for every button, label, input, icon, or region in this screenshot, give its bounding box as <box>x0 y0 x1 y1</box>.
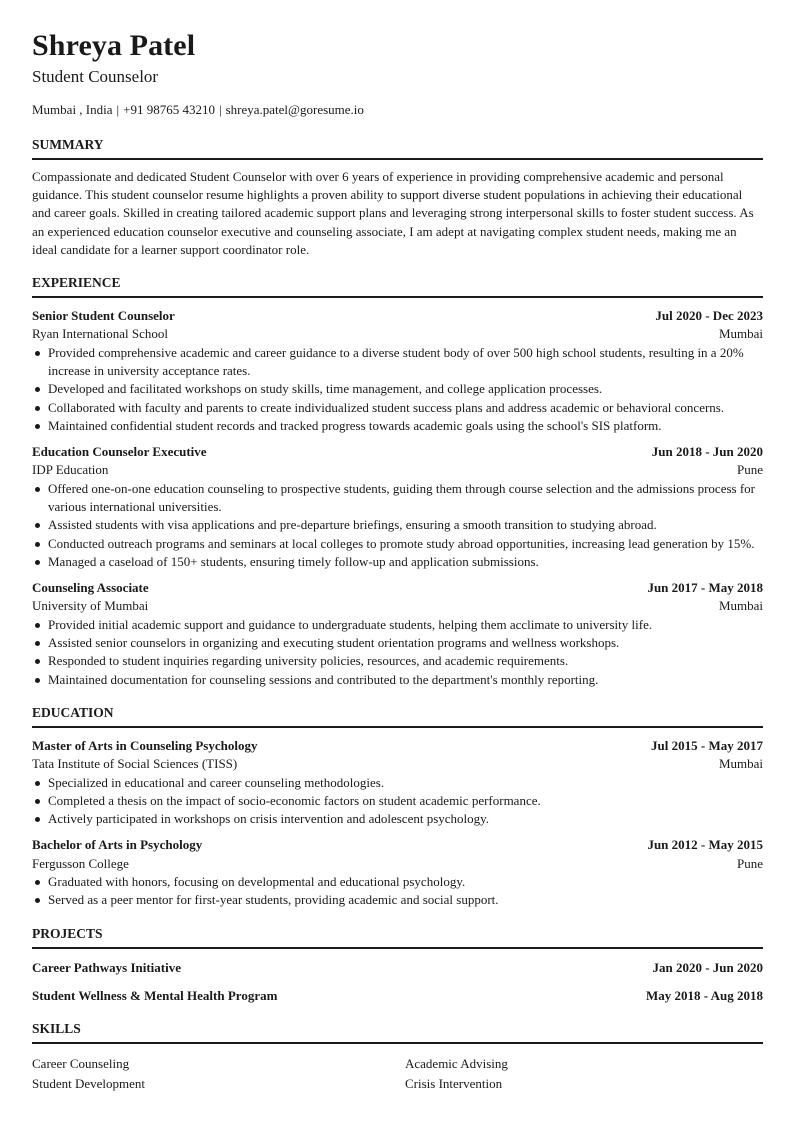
education-entry-title: Bachelor of Arts in Psychology <box>32 837 203 853</box>
bullet-list <box>32 480 763 571</box>
entry-subheader <box>32 755 763 773</box>
entry-header <box>32 579 763 597</box>
entry-subheader <box>32 855 763 873</box>
entry-dates: Jun 2012 - May 2015 <box>647 837 763 853</box>
section-heading: SKILLS <box>32 1020 763 1044</box>
bullet-list <box>32 774 763 829</box>
experience-list <box>32 307 763 689</box>
experience-entry <box>32 443 763 571</box>
experience-entry-title: Education Counselor Executive <box>32 444 207 460</box>
education-entry-title: Master of Arts in Counseling Psychology <box>32 737 258 753</box>
entry-location: Mumbai <box>718 756 763 772</box>
bullet-item: Collaborated with faculty and parents to create individualized student success plans and address academic or behavioral concerns. <box>32 399 763 417</box>
project-name: Student Wellness & Mental Health Program <box>32 987 278 1003</box>
experience-entry-title: Senior Student Counselor <box>32 308 175 324</box>
entry-location: Mumbai <box>718 598 763 614</box>
resume-page <box>32 26 763 1093</box>
entry-location: Mumbai <box>718 326 763 342</box>
project-entry <box>32 959 763 977</box>
entry-dates: Jun 2018 - Jun 2020 <box>651 444 763 460</box>
experience-entry-title: Counseling Associate <box>32 580 149 596</box>
skill-item: Career Counseling <box>32 1055 130 1071</box>
entry-subheader <box>32 461 763 479</box>
entry-organization: University of Mumbai <box>32 598 149 614</box>
bullet-item: Assisted senior counselors in organizing and executing student orientation programs and wellness workshops. <box>32 634 763 652</box>
experience-entry <box>32 307 763 435</box>
entry-header <box>32 836 763 854</box>
entry-subheader <box>32 325 763 343</box>
entry-header <box>32 443 763 461</box>
section-heading: EXPERIENCE <box>32 274 763 298</box>
entry-dates: Jun 2017 - May 2018 <box>647 580 763 596</box>
education-entry <box>32 737 763 828</box>
bullet-item: Graduated with honors, focusing on developmental and educational psychology. <box>32 873 763 891</box>
bullet-item: Provided initial academic support and guidance to undergraduate students, helping them acclimate to university life. <box>32 616 763 634</box>
project-name: Career Pathways Initiative <box>32 959 181 975</box>
entry-location: Pune <box>737 462 763 478</box>
contact-line <box>32 101 763 119</box>
education-list <box>32 737 763 910</box>
skill-item: Student Development <box>32 1075 146 1091</box>
bullet-item: Maintained documentation for counseling sessions and contributed to the department's monthly reporting. <box>32 671 763 689</box>
education-section <box>32 704 763 910</box>
bullet-item: Provided comprehensive academic and career guidance to a diverse student body of over 500 high school students, resulting in a 20% increase in university acceptance rates. <box>32 344 763 381</box>
project-entry <box>32 987 763 1005</box>
bullet-item: Conducted outreach programs and seminars at local colleges to promote study abroad opportunities, increasing lead generation by 15%. <box>32 535 763 553</box>
entry-header <box>32 307 763 325</box>
entry-dates: Jul 2020 - Dec 2023 <box>655 308 763 324</box>
entry-organization: Tata Institute of Social Sciences (TISS) <box>32 756 238 772</box>
entry-header <box>32 737 763 755</box>
project-dates: May 2018 - Aug 2018 <box>646 987 763 1003</box>
skill-item: Academic Advising <box>405 1055 508 1071</box>
contact-separator: | <box>218 102 222 117</box>
contact-separator: | <box>116 102 120 117</box>
bullet-item: Actively participated in workshops on crisis intervention and adolescent psychology. <box>32 810 763 828</box>
bullet-item: Offered one-on-one education counseling to prospective students, guiding them through course selection and the admissions process for various international universities. <box>32 480 763 517</box>
contact-email[interactable]: shreya.patel@goresume.io <box>225 102 364 117</box>
contact-phone: +91 98765 43210 <box>123 102 215 117</box>
experience-section <box>32 274 763 689</box>
entry-location: Pune <box>737 855 763 871</box>
bullet-list <box>32 344 763 435</box>
summary-text: Compassionate and dedicated Student Counselor with over 6 years of experience in providing comprehensive academic and personal guidance. This student counselor resume highlights a proven ability to support diverse student populations in achieving their educational and career goals. Skilled in creating tailored academic support plans and leveraging strong interpersonal skills to foster student success. As an experienced education counselor executive and counseling associate, I am adept at navigating complex student needs, making me an ideal candidate for a learner support coordinator role. <box>32 169 754 257</box>
entry-dates: Jul 2015 - May 2017 <box>651 737 763 753</box>
project-dates: Jan 2020 - Jun 2020 <box>652 959 763 975</box>
bullet-list <box>32 873 763 910</box>
bullet-item: Specialized in educational and career counseling methodologies. <box>32 774 763 792</box>
entry-organization: Fergusson College <box>32 855 129 871</box>
bullet-item: Responded to student inquiries regarding university policies, resources, and academic requirements. <box>32 652 763 670</box>
section-heading: SUMMARY <box>32 136 763 160</box>
bullet-item: Maintained confidential student records and tracked progress towards academic goals using the school's SIS platform. <box>32 417 763 435</box>
entry-organization: IDP Education <box>32 462 109 478</box>
bullet-list <box>32 616 763 689</box>
education-entry <box>32 836 763 909</box>
entry-subheader <box>32 597 763 615</box>
projects-list <box>32 959 763 1005</box>
skills-list <box>32 1055 763 1093</box>
contact-location: Mumbai , India <box>32 102 113 117</box>
bullet-item: Assisted students with visa applications and pre-departure briefings, ensuring a smooth transition to studying abroad. <box>32 516 763 534</box>
section-heading: EDUCATION <box>32 704 763 728</box>
candidate-title: Student Counselor <box>32 67 159 86</box>
skills-section <box>32 1020 763 1093</box>
projects-section <box>32 925 763 1005</box>
candidate-name: Shreya Patel <box>32 29 196 62</box>
experience-entry <box>32 579 763 689</box>
entry-organization: Ryan International School <box>32 326 168 342</box>
bullet-item: Developed and facilitated workshops on study skills, time management, and college application processes. <box>32 380 763 398</box>
section-heading: PROJECTS <box>32 925 763 949</box>
summary-section <box>32 136 763 259</box>
bullet-item: Managed a caseload of 150+ students, ensuring timely follow-up and application submissions. <box>32 553 763 571</box>
bullet-item: Served as a peer mentor for first-year students, providing academic and social support. <box>32 891 763 909</box>
bullet-item: Completed a thesis on the impact of socio-economic factors on student academic performance. <box>32 792 763 810</box>
skill-item: Crisis Intervention <box>405 1075 503 1091</box>
